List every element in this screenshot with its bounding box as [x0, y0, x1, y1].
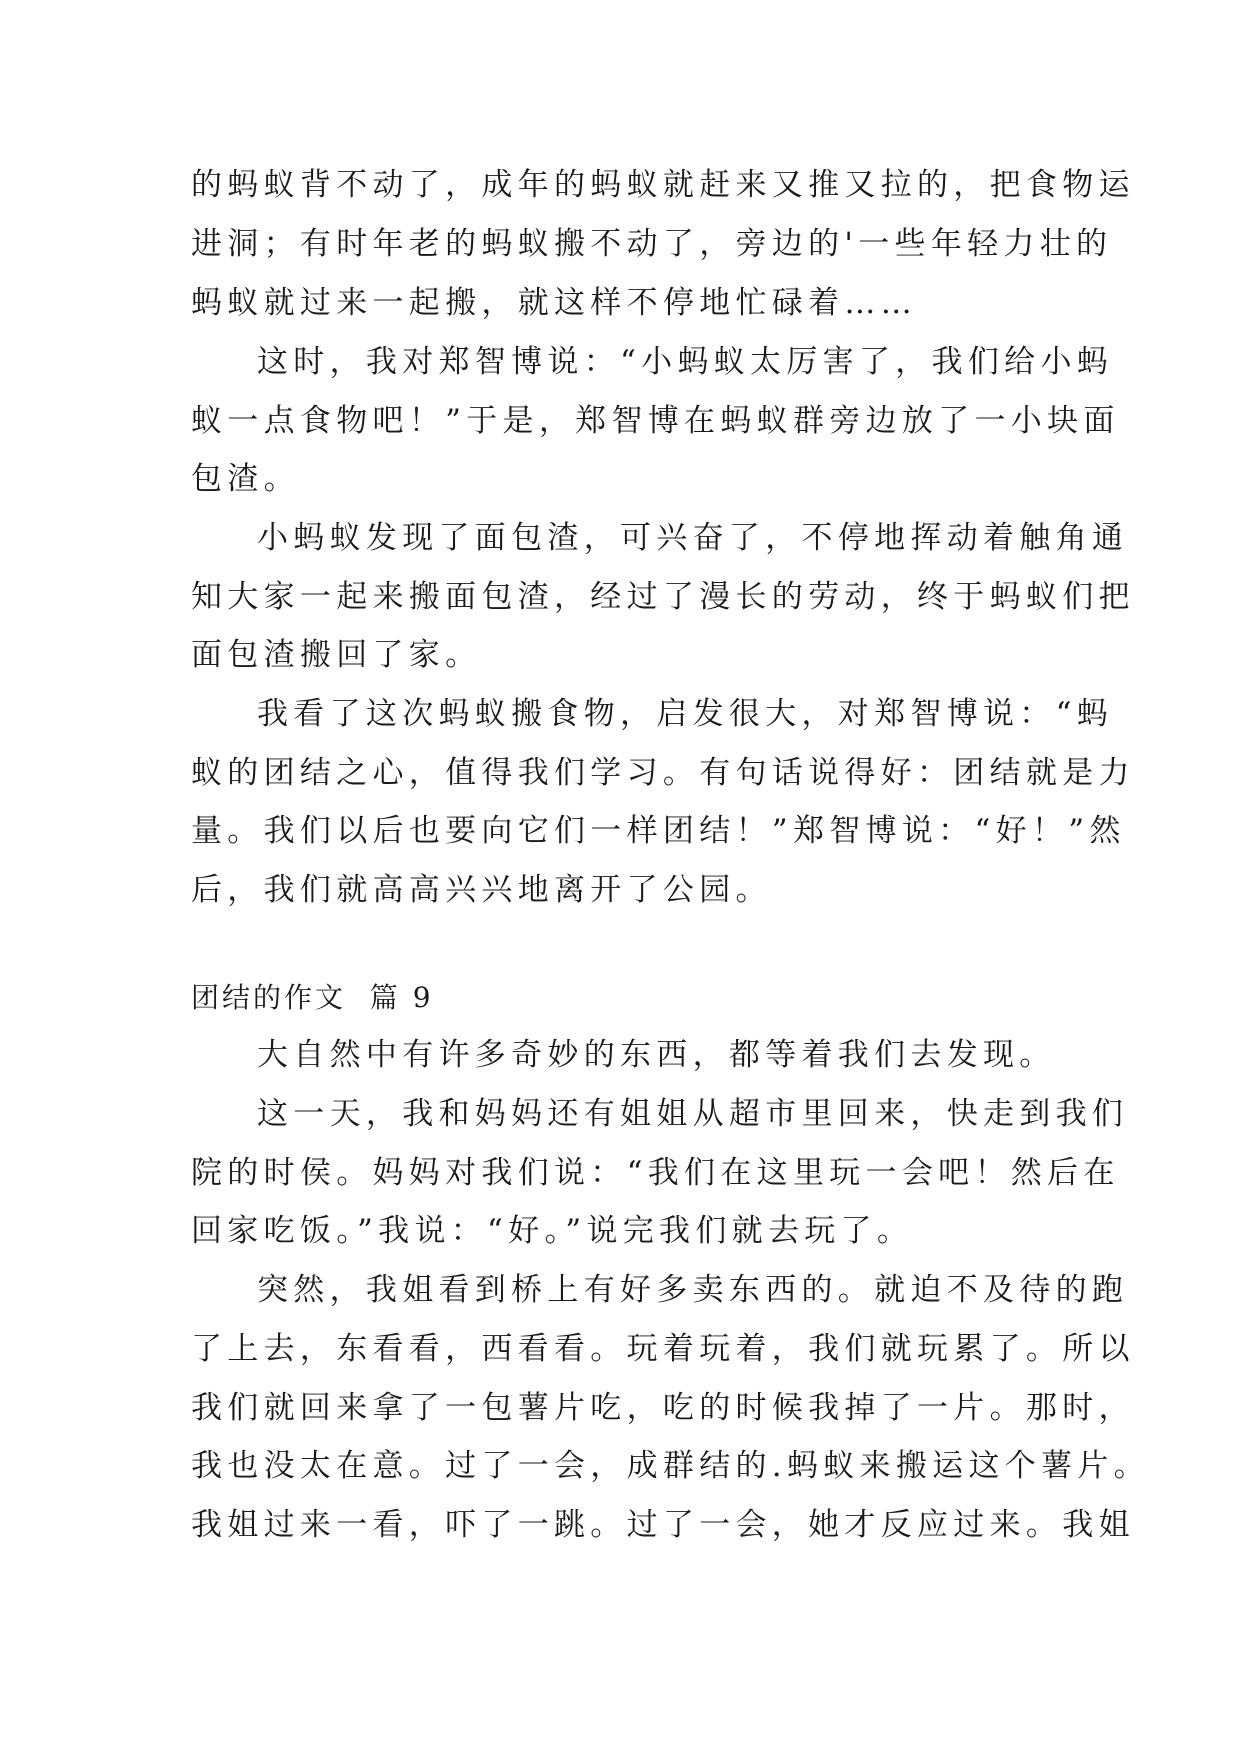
text-line: 包渣。: [191, 461, 300, 497]
text-line: 小蚂蚁发现了面包渣，可兴奋了，不停地挥动着触角通: [257, 520, 1129, 556]
text-line: 我也没太在意。过了一会，成群结的.蚂蚁来搬运这个薯片。: [191, 1448, 1150, 1484]
text-line: 进洞；有时年老的蚂蚁搬不动了，旁边的'一些年轻力壮的: [191, 226, 1113, 262]
text-line: 院的时侯。妈妈对我们说：“我们在这里玩一会吧！然后在: [191, 1155, 1120, 1191]
text-line: 蚁的团结之心，值得我们学习。有句话说得好：团结就是力: [191, 755, 1135, 791]
text-line: 我姐过来一看，吓了一跳。过了一会，她才反应过来。我姐: [191, 1507, 1135, 1543]
text-line: 突然，我姐看到桥上有好多卖东西的。就迫不及待的跑: [257, 1272, 1129, 1308]
section-heading: 团结的作文 篇 9: [191, 981, 434, 1014]
text-line: 知大家一起来搬面包渣，经过了漫长的劳动，终于蚂蚁们把: [191, 579, 1135, 615]
text-line: 的蚂蚁背不动了，成年的蚂蚁就赶来又推又拉的，把食物运: [191, 167, 1135, 203]
text-line: 蚁一点食物吧！”于是，郑智博在蚂蚁群旁边放了一小块面: [191, 403, 1120, 439]
text-line: 这时，我对郑智博说：“小蚂蚁太厉害了，我们给小蚂: [257, 344, 1114, 380]
text-line: 回家吃饭。”我说：“好。”说完我们就去玩了。: [191, 1213, 914, 1249]
text-line: 我看了这次蚂蚁搬食物，启发很大，对郑智博说：“蚂: [257, 696, 1114, 732]
text-line: 我们就回来拿了一包薯片吃，吃的时候我掉了一片。那时，: [191, 1390, 1135, 1426]
text-line: 蚂蚁就过来一起搬，就这样不停地忙碌着……: [191, 285, 917, 321]
text-line: 这一天，我和妈妈还有姐姐从超市里回来，快走到我们: [257, 1096, 1129, 1132]
text-line: 大自然中有许多奇妙的东西，都等着我们去发现。: [257, 1037, 1056, 1073]
text-line: 面包渣搬回了家。: [191, 637, 482, 673]
text-line: 量。我们以后也要向它们一样团结！”郑智博说：“好！”然: [191, 813, 1126, 849]
text-line: 了上去，东看看，西看看。玩着玩着，我们就玩累了。所以: [191, 1331, 1135, 1367]
text-line: 后，我们就高高兴兴地离开了公园。: [191, 872, 772, 908]
